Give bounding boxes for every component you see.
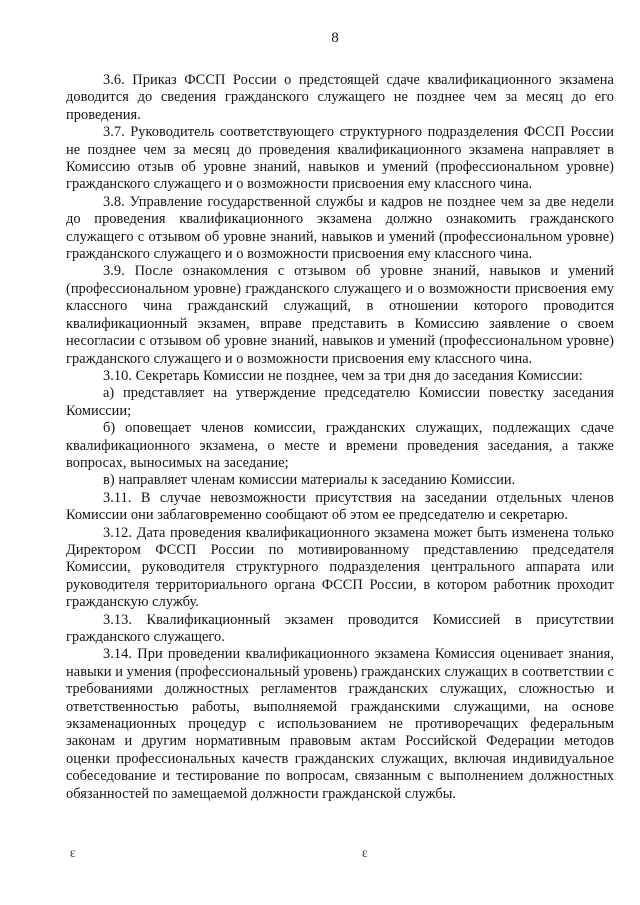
list-item-v: в) направляет членам комиссии материалы к заседанию Комиссии.: [103, 472, 516, 489]
paragraph-3-9: 3.9. После ознакомления с отзывом об уровне знаний, навыков и умений (профессиональном уровне) гражданского служащего и о возможности присвоения ему классного чина гражданский служащий, в отношении которого проводится квалификационный экзамен, вправе представить в Комиссию заявление о своем несогласии с отзывом об уровне знаний, навыков и умений (профессиональном уровне) гражданского служащего и о возможности присвоения ему классного чина.: [66, 263, 614, 367]
paragraph-3-13: 3.13. Квалификационный экзамен проводится Комиссией в присутствии гражданского служащего.: [66, 611, 614, 645]
footer-mark-left: ԑ: [70, 846, 76, 861]
footer-marks: [0, 846, 640, 866]
page-number: 8: [331, 30, 339, 46]
paragraph-3-10: 3.10. Секретарь Комиссии не позднее, чем за три дня до заседания Комиссии:: [103, 367, 583, 384]
list-item-a: а) представляет на утверждение председателю Комиссии повестку заседания Комиссии;: [66, 385, 614, 419]
paragraph-3-8: 3.8. Управление государственной службы и кадров не позднее чем за две недели до проведения квалификационного экзамена должно ознакомить гражданского служащего с отзывом об уровне знаний, навыков и умений (профессиональном уровне) гражданского служащего и о возможности присвоения ему классного чина.: [66, 193, 614, 263]
paragraph-3-11: 3.11. В случае невозможности присутствия на заседании отдельных членов Комиссии они заблаговременно сообщают об этом ее председателю и секретарю.: [66, 489, 614, 524]
list-item-b: б) оповещает членов комиссии, гражданских служащих, подлежащих сдаче квалификационного экзамена, о месте и времени проведения заседания, а также вопросах, выносимых на заседание;: [66, 420, 614, 471]
footer-mark-right: ԑ: [362, 846, 368, 861]
paragraph-3-12: 3.12. Дата проведения квалификационного экзамена может быть изменена только Директором ФССП России по мотивированному представлению председателя Комиссии, руководителя структурного подразделения центрального аппарата или руководителя территориального органа ФССП России, в котором работник проходит гражданскую службу.: [66, 524, 614, 611]
paragraph-3-6: 3.6. Приказ ФССП России о предстоящей сдаче квалификационного экзамена доводится до сведения гражданского служащего не позднее чем за месяц до его проведения.: [66, 72, 614, 123]
paragraph-3-14: 3.14. При проведении квалификационного экзамена Комиссия оценивает знания, навыки и умения (профессиональный уровень) гражданских служащих в соответствии с требованиями должностных регламентов гражданских служащих, сложностью и ответственностью работы, выполняемой гражданскими служащими, на основе экзаменационных процедур с использованием не противоречащих федеральным законам и другим нормативным правовым актам Российской Федерации методов оценки профессиональных качеств гражданских служащих, включая индивидуальное собеседование и тестирование по вопросам, связанным с выполнением должностных обязанностей по замещаемой должности гражданской службы.: [66, 646, 614, 802]
paragraph-3-7: 3.7. Руководитель соответствующего структурного подразделения ФССП России не позднее чем за месяц до проведения квалификационного экзамена направляет в Комиссию отзыв об уровне знаний, навыков и умений (профессиональном уровне) гражданского служащего и о возможности присвоения ему классного чина.: [66, 124, 614, 193]
